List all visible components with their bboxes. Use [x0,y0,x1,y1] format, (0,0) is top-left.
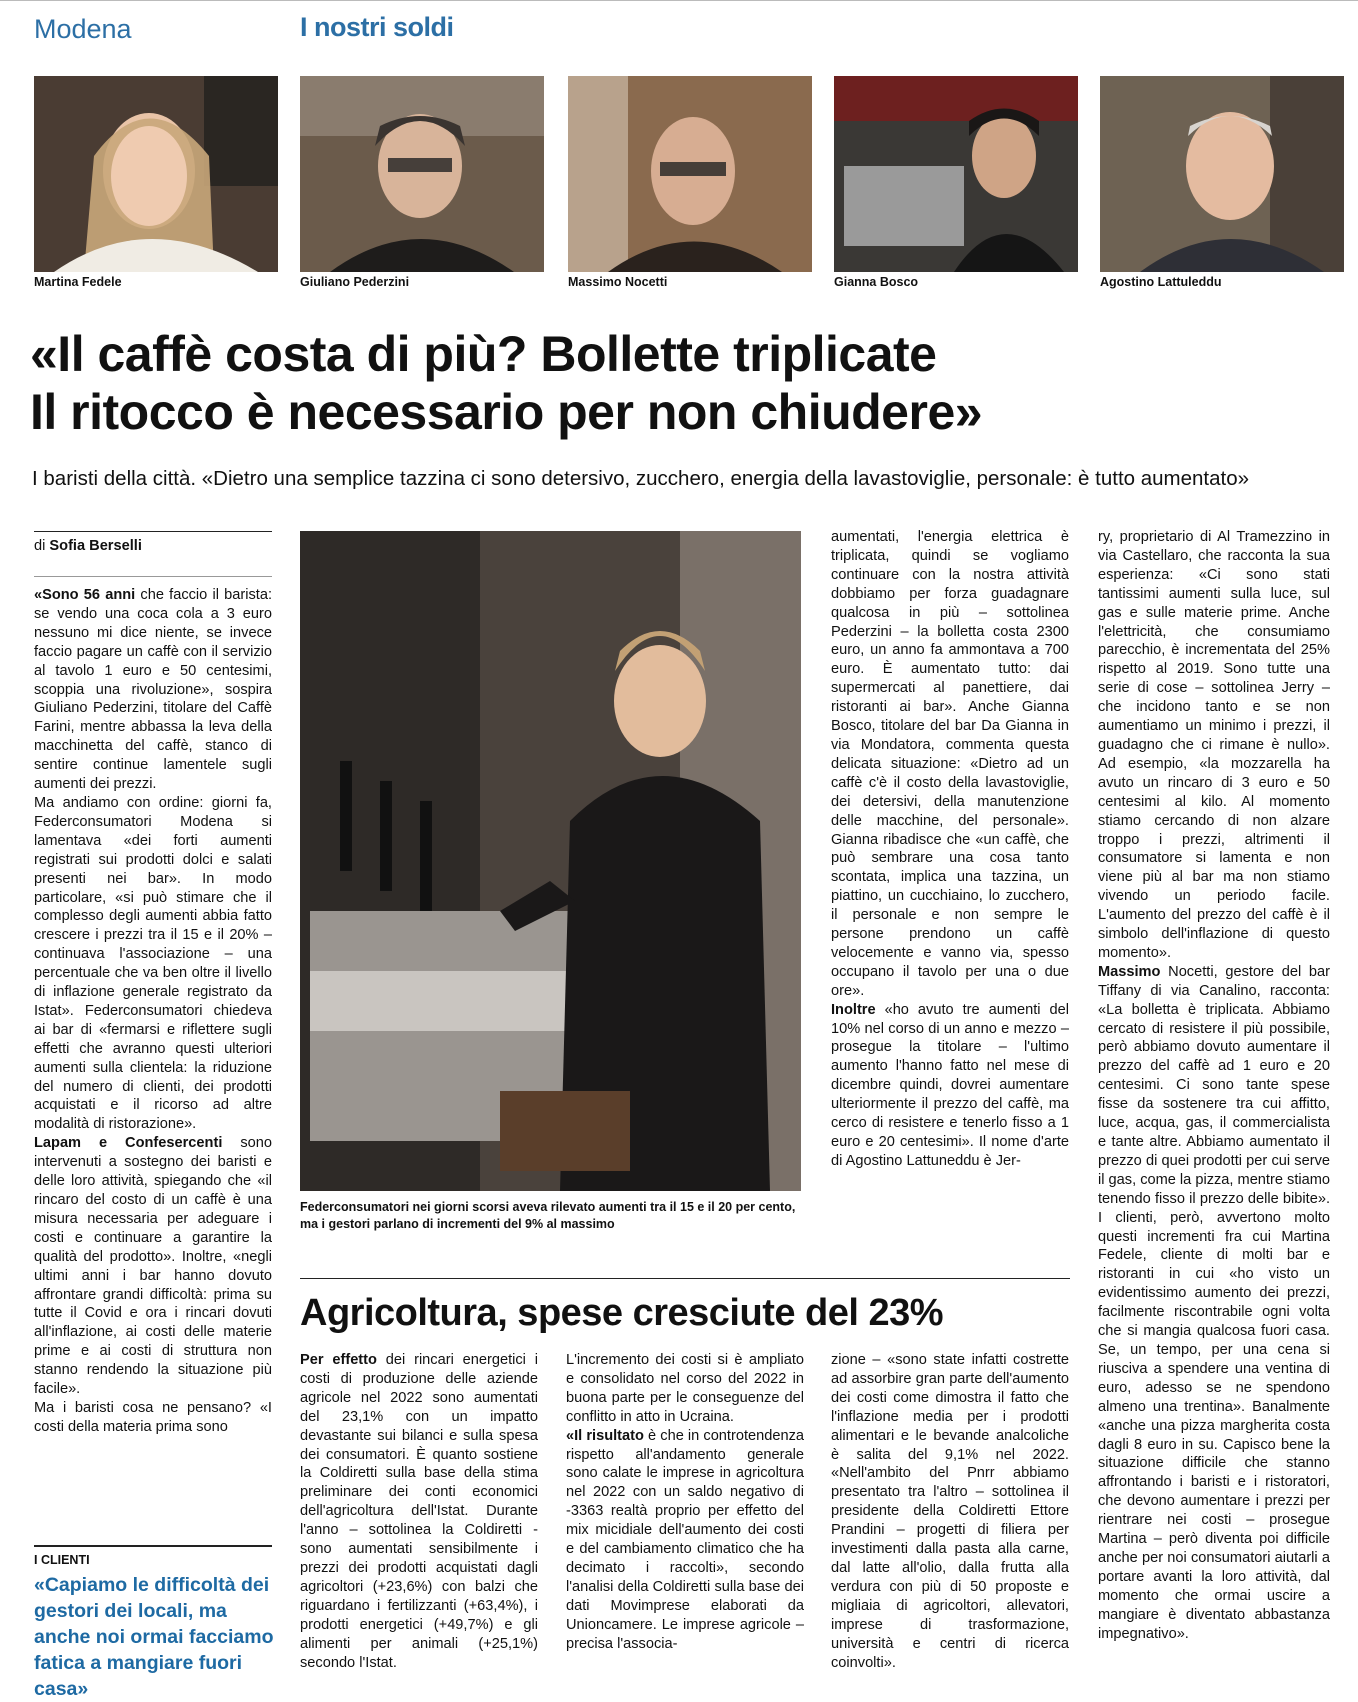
col4-paragraph-2 [1098,963,1330,1644]
sidebar-col2-lead: «Il risultato [566,1427,644,1444]
portrait-caption-1: Martina Fedele [34,275,122,289]
sidebar-col2-paragraph-1: L'incremento dei costi si è ampliato e consolidato nel corso del 2022 in buona parte per le conseguenze del conflitto in atto in Ucraina. [566,1352,804,1425]
article-column-4 [1098,528,1330,1702]
sidebar-col2-paragraph-2 [566,1427,804,1654]
byline [34,538,142,554]
col3-lead: Inoltre [831,1001,876,1018]
portrait-caption-5: Agostino Lattuleddu [1100,275,1222,289]
portrait-caption-3: Massimo Nocetti [568,275,668,289]
top-rule [0,0,1358,1]
sidebar-col1-paragraph [300,1351,538,1672]
col1-top-rule [34,531,272,532]
col1-paragraph-2: Ma andiamo con ordine: giorni fa, Federconsumatori Modena si lamentava «dei forti aumenti registrati sui prodotti dolci e salati presenti nei bar». In modo particolare, «si può stimare che il complesso degli aumenti abbia fatto crescere i prezzi tra il 15 e il 20% – continuava l'associazione – una percentuale che va ben oltre il livello di inflazione generale registrato da Istat». Federconsumatori chiedeva ai bar di «fermarsi e riflettere sugli effetti che avranno questi ulteriori aumenti sulla clientela: la riduzione del numero di clienti, dei prodotti acquistati e il ricorso ad altre modalità di ristorazione». [34,794,272,1133]
col1-byline-rule [34,576,272,577]
byline-author: Sofia Berselli [49,538,142,554]
sidebar-col1-lead: Per effetto [300,1352,377,1368]
col1-paragraph-1 [34,586,272,794]
sidebar-column-1 [300,1351,538,1701]
subheadline: I baristi della città. «Dietro una semplice tazzina ci sono detersivo, zucchero, energia della lavastoviglie, personale: è tutto aumentato» [32,467,1250,490]
sidebar-col2-text: è che in controtendenza rispetto all'andamento generale sono calate le imprese in agricoltura nel 2022 con un saldo negativo di -3363 realtà proprio per effetto del mix micidiale dell'aumento dei costi e del cambiamento climatico che ha decimato i raccolti», secondo l'analisi della Coldiretti sulla base dei dati Movimprese elaborati da Unioncamere. Le imprese agricole – precisa l'associa- [566,1427,804,1652]
box-label: I CLIENTI [34,1553,90,1567]
sidebar-column-3 [831,1351,1069,1701]
portrait-photo-3 [568,76,812,272]
portrait-photo-4 [834,76,1078,272]
headline-line-2: Il ritocco è necessario per non chiudere» [30,384,983,440]
section-label: Modena [34,14,132,44]
sidebar-col1-text: dei rincari energetici i costi di produzione delle aziende agricole nel 2022 sono aumentati del 23,1% con un impatto devastante sui bilanci e sulla spesa dei consumatori. È quanto sostiene la Coldiretti sulla base della stima preliminare dei conti economici dell'agricoltura dell'Istat. Durante l'anno – sottolinea la Coldiretti - sono aumentati sensibilmente i prezzi dei prodotti acquistati dagli agricoltori (+23,6%) con balzi che riguardano i fertilizzanti (+63,4%), i prodotti energetici (+49,7%) e gli alimenti per animali (+25,1%) secondo l'Istat. [300,1352,538,1671]
portrait-caption-2: Giuliano Pederzini [300,275,410,289]
col1-text-1: che faccio il barista: se vendo una coca cola a 3 euro nessuno mi dice niente, se invece faccio pagare un caffè con il servizio al tavolo 1 euro e 50 centesimi, scoppia una rivoluzione», sospira Giuliano Pederzini, titolare del Caffè Farini, mentre abbassa la leva della macchinetta del caffè, stanco di sentire continue lamentele sugli aumenti dei prezzi. [34,587,272,793]
box-quote: «Capiamo le difficoltà dei gestori dei locali, ma anche noi ormai facciamo fatica a mangiare fuori casa» [34,1574,274,1700]
headline-line-1: «Il caffè costa di più? Bollette triplicate [30,326,937,382]
main-photo-caption: Federconsumatori nei giorni scorsi aveva rilevato aumenti tra il 15 e il 20 per cento, ma i gestori parlano di incrementi del 9% al massimo [300,1200,796,1231]
col4-lead: Massimo [1098,963,1161,980]
col3-text-2: «ho avuto tre aumenti del 10% nel corso di un anno e mezzo – prosegue la titolare – l'ultimo aumento l'hanno fatto nel mese di dicembre quindi, dovrei aumentare ulteriormente il prezzo del caffè, ma cerco di resistere e tenerlo fisso a 1 euro e 20 centesimi». Il nome d'arte di Agostino Lattuneddu è Jer- [831,1001,1069,1169]
headline [30,325,1330,441]
sidebar-column-2 [566,1351,804,1701]
col1-paragraph-3 [34,1134,272,1399]
main-photo [300,531,801,1191]
col1-lead-2: Lapam e Confesercenti [34,1135,223,1152]
col4-paragraph-1: ry, proprietario di Al Tramezzino in via Castellaro, che racconta la sua esperienza: «Ci sono stati tantissimi aumenti sulla luce, sul gas e sulle materie prime. Anche l'elettricità, che consumiamo parecchio, è incrementata del 25% rispetto al 2019. Sono tutte una serie di cose – sottolinea Jerry – che incidono tanto e se non aumentiamo un minimo i prezzi, il guadagno che ci rimane è nullo». Ad esempio, «la mozzarella ha avuto un rincaro di 3 euro e 50 centesimi al kilo. Al momento stiamo cercando di non alzare troppo i prezzi, altrimenti il consumatore si lamenta e non viene più al bar ma non stiamo vivendo un periodo facile. L'aumento del prezzo del caffè è il simbolo dell'inflazione di questo momento». [1098,529,1330,961]
sidebar-col3-paragraph: zione – «sono state infatti costrette ad assorbire gran parte dell'aumento dei costi come dimostra il fatto che l'inflazione media per i prodotti alimentari e le bevande analcoliche è salita del 9,1% nel 2022. «Nell'ambito del Pnrr abbiamo presentato tra l'altro – sottolinea il presidente della Coldiretti Ettore Prandini – progetti di filiera per investimenti dalla pasta alla carne, dal latte all'olio, dalla frutta alla verdura con più di 50 proposte e migliaia di agricoltori, allevatori, imprese di trasformazione, università e centri di ricerca coinvolti». [831,1352,1069,1671]
article-column-3 [831,528,1069,1250]
portrait-photo-5 [1100,76,1344,272]
sidebar-top-rule [300,1278,1070,1279]
byline-prefix: di [34,538,46,554]
col3-paragraph-2 [831,1001,1069,1171]
col1-paragraph-4: Ma i baristi cosa ne pensano? «I costi della materia prima sono [34,1399,272,1435]
col1-text-3: sono intervenuti a sostegno dei baristi e delle loro attività, spiegando che «il rincaro del costo di un caffè è una misura necessaria per adeguare i costi e continuare a garantire la qualità del prodotto». Inoltre, «negli ultimi anni i bar hanno dovuto affrontare grandi difficoltà: prima su tutte il Covid e ora i rincari dovuti all'inflazione, ai costi delle materie prime e ai costi di struttura non stanno rendendo la situazione più facile». [34,1135,272,1398]
portrait-photo-1 [34,76,278,272]
box-top-rule [34,1545,272,1547]
article-column-1 [34,586,272,1531]
col1-lead: «Sono 56 anni [34,587,136,603]
col4-text-2: Nocetti, gestore del bar Tiffany di via Canalino, racconta: «La bolletta è triplicata. Abbiamo cercato di resistere il più possibile, però abbiamo dovuto aumentare il prezzo del caffè ad 1 euro e 20 centesimi. Ci sono tante spese fisse da sostenere tra cui affitto, luce, acqua, gas, il commercialista e tante altre. Abbiamo aumentato il prezzo di quei prodotti per cui serve il gas, come la pizza, mentre stiamo tenendo fisso il prezzo delle bibite». I clienti, però, avvertono molto questi incrementi fra cui Martina Fedele, cliente di molti bar e ristoranti in cui «ho visto un evidentissimo aumento dei prezzi, facilmente riscontrabile ogni volta che si mangia qualcosa fuori casa. Se, un tempo, per una cena si riusciva a spendere una ventina di euro, adesso se ne spendono almeno una trentina». Banalmente «anche una pizza margherita costa dagli 8 euro in su. Capisco bene la situazione difficile che stanno affrontando i baristi e i ristoratori, che devono aumentare i prezzi per rientrare nei costi – prosegue Martina – però diventa poi difficile anche per noi consumatori aiutarli a portare avanti la loro attività, dal momento che ormai uscire a mangiare è diventato abbastanza impegnativo». [1098,963,1330,1642]
col3-paragraph-1: aumentati, l'energia elettrica è triplicata, quindi se vogliamo continuare con la nostra attività dobbiamo per forza guadagnare qualcosa in più – sottolinea Pederzini – la bolletta costa 2300 euro, un anno fa ammontava a 700 euro. È aumentato tutto: dai supermercati al panettiere, dai ristoranti ai bar». Anche Gianna Bosco, titolare del bar Da Gianna in via Mondatora, commenta questa delicata situazione: «Dietro ad un caffè c'è il costo della lavastoviglie, dei detersivi, della manutenzione delle macchine, del personale». Gianna ribadisce che «un caffè, che può sembrare una cosa tanto scontata, implica una tazzina, un piattino, un cucchiaino, lo zucchero, il personale e non sempre le persone prendono un caffè velocemente e vanno via, spesso occupano il tavolo per una o due ore». [831,529,1069,999]
sidebar-headline: Agricoltura, spese cresciute del 23% [300,1292,944,1334]
rubric-label: I nostri soldi [300,12,454,42]
portrait-photo-2 [300,76,544,272]
portrait-caption-4: Gianna Bosco [834,275,919,289]
